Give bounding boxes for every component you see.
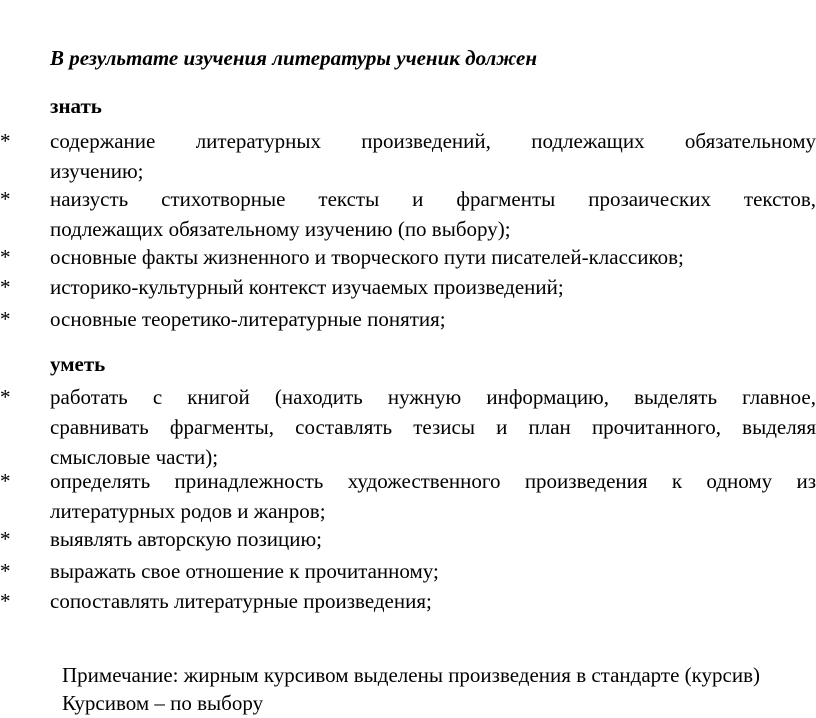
- list-item-text: [50, 524, 816, 554]
- list-item-text: [50, 466, 816, 526]
- list-item-line: выявлять авторскую позицию;: [50, 527, 323, 551]
- list-item-text: [50, 304, 816, 334]
- list-item-line: литературных родов и жанров;: [50, 499, 326, 523]
- bullet-marker: *: [0, 385, 11, 409]
- list-item-text: [50, 556, 816, 586]
- bullet-marker: *: [0, 245, 11, 269]
- section-title-can: уметь: [50, 352, 106, 376]
- note-line-1: Примечание: жирным курсивом выделены произведения в стандарте (курсив): [62, 663, 761, 687]
- list-item-text: [50, 184, 816, 244]
- section-title-know: знать: [50, 94, 102, 118]
- list-item-line: изучению;: [50, 159, 144, 183]
- list-item-line: наизусть стихотворные тексты и фрагменты прозаических текстов,: [50, 187, 816, 211]
- list-item-line: историко-культурный контекст изучаемых произведений;: [50, 275, 564, 299]
- list-item-line: основные теоретико-литературные понятия;: [50, 307, 446, 331]
- list-item-line: определять принадлежность художественного произведения к одному из: [50, 469, 816, 493]
- bullet-marker: *: [0, 187, 11, 211]
- list-item-text: [50, 586, 816, 616]
- list-item-line: работать с книгой (находить нужную информацию, выделять главное,: [50, 385, 816, 409]
- bullet-marker: *: [0, 275, 11, 299]
- list-item-line: сравнивать фрагменты, составлять тезисы и план прочитанного, выделяя: [50, 415, 816, 439]
- bullet-marker: *: [0, 589, 11, 613]
- list-item-line: сопоставлять литературные произведения;: [50, 589, 432, 613]
- list-item-text: [50, 272, 816, 302]
- list-item-line: основные факты жизненного и творческого пути писателей-классиков;: [50, 245, 684, 269]
- list-item-text: [50, 242, 816, 272]
- bullet-marker: *: [0, 559, 11, 583]
- bullet-marker: *: [0, 307, 11, 331]
- list-item-line: выражать свое отношение к прочитанному;: [50, 559, 439, 583]
- bullet-marker: *: [0, 469, 11, 493]
- bullet-marker: *: [0, 527, 11, 551]
- document-heading: В результате изучения литературы ученик должен: [50, 46, 538, 70]
- list-item-text: [50, 382, 816, 472]
- list-item-line: подлежащих обязательному изучению (по выбору);: [50, 217, 511, 241]
- bullet-marker: *: [0, 129, 11, 153]
- list-item-text: [50, 126, 816, 186]
- note-line-2: Курсивом – по выбору: [62, 691, 264, 715]
- list-item-line: смысловые части);: [50, 445, 219, 469]
- list-item-line: содержание литературных произведений, подлежащих обязательному: [50, 129, 816, 153]
